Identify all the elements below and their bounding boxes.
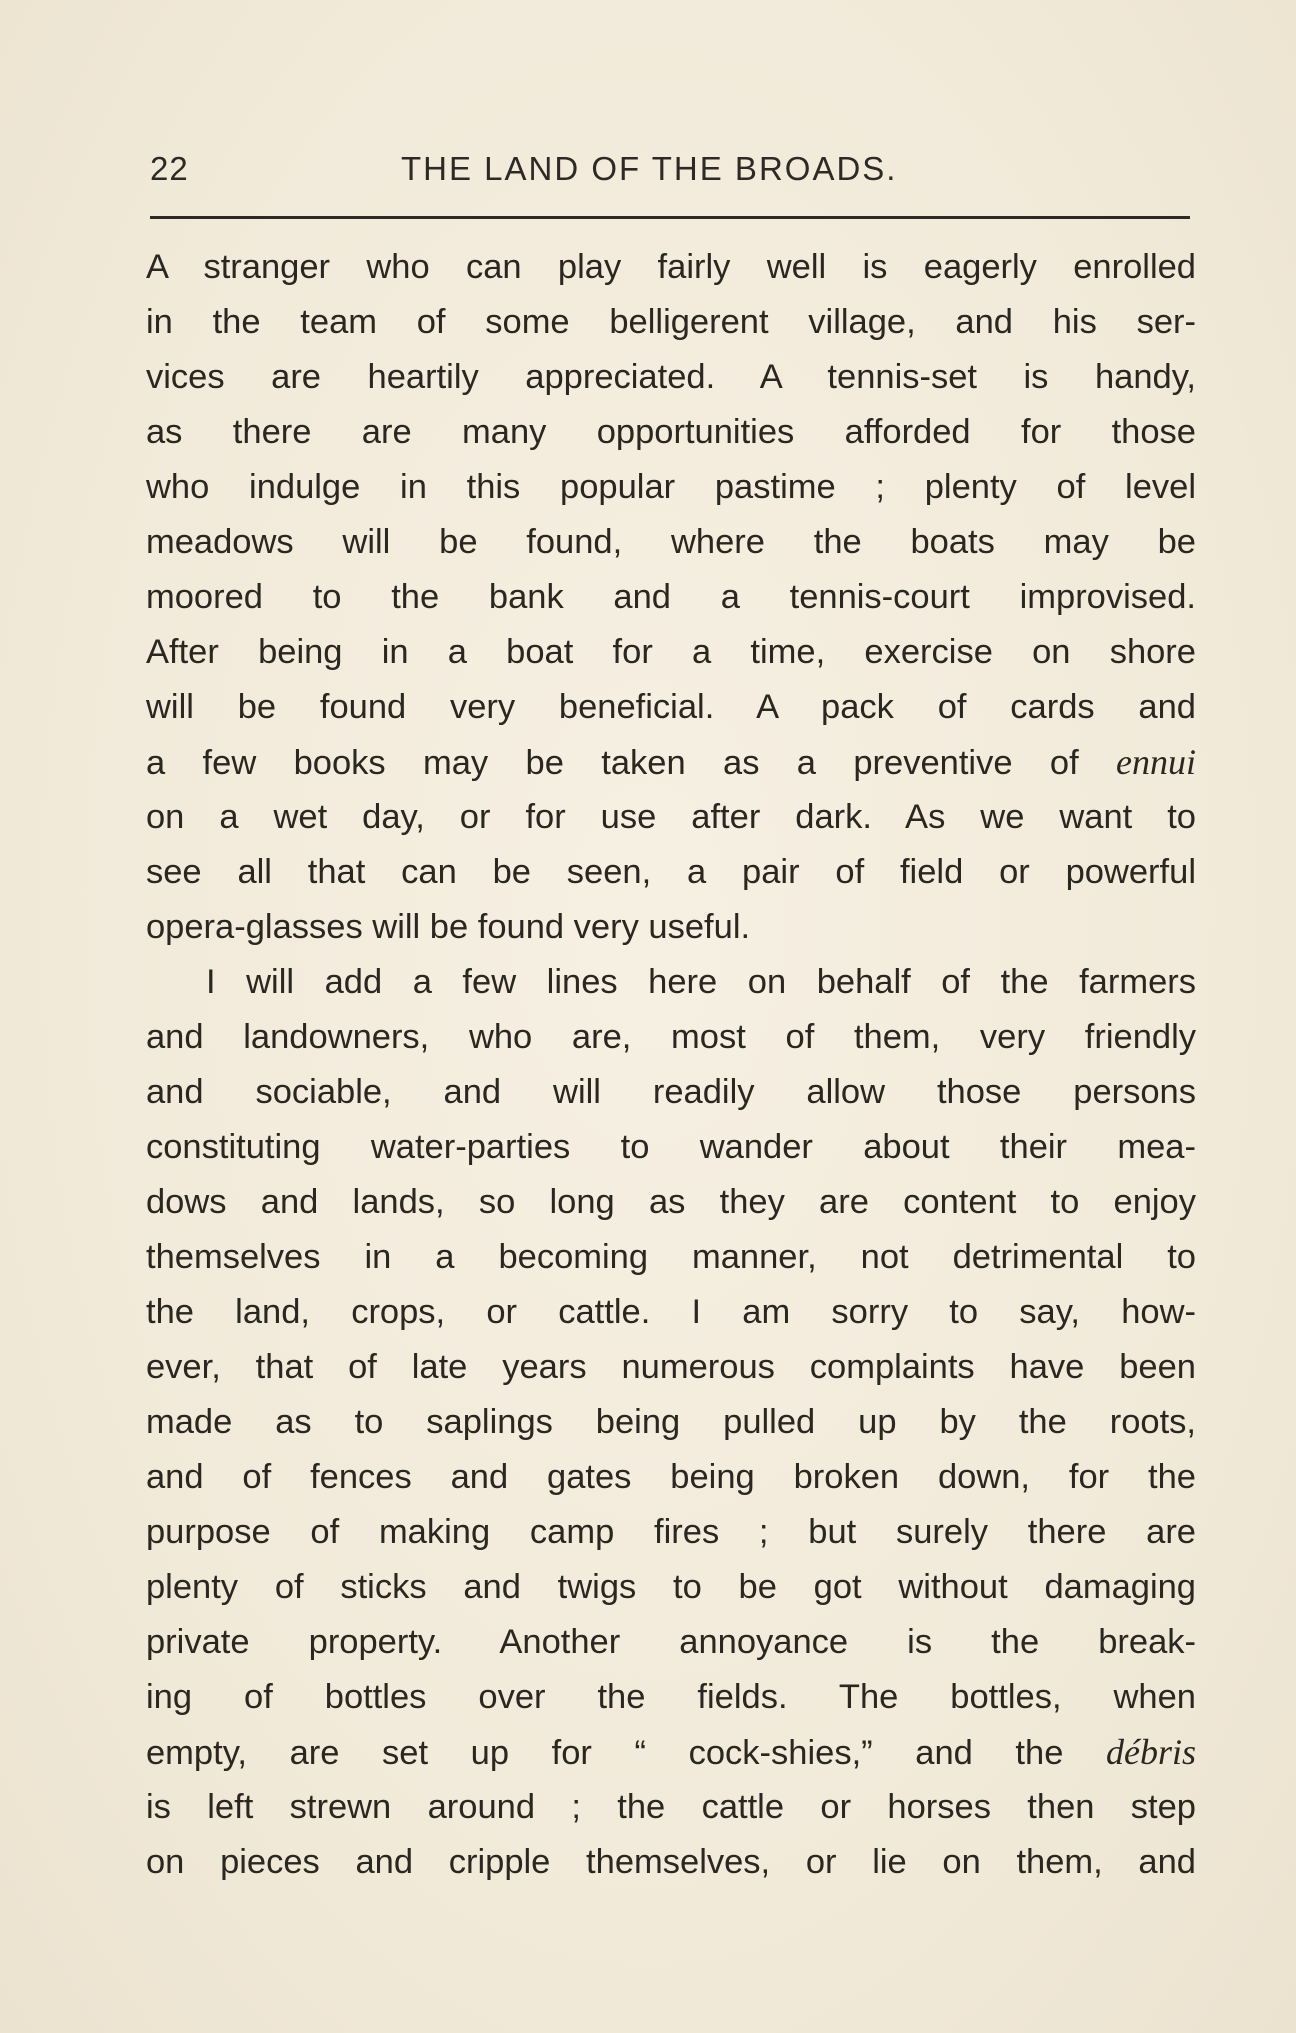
header-rule [150, 216, 1190, 219]
italic-word: ennui [1116, 742, 1196, 782]
text-line: will be found very beneficial. A pack of cards and [146, 688, 1196, 726]
text-line: plenty of sticks and twigs to be got without damaging [146, 1568, 1196, 1606]
text-line: purpose of making camp fires ; but surely there are [146, 1513, 1196, 1551]
text-line: the land, crops, or cattle. I am sorry to say, how- [146, 1293, 1196, 1331]
page-number: 22 [150, 150, 189, 187]
text-line: vices are heartily appreciated. A tennis-set is handy, [146, 358, 1196, 396]
text-line: see all that can be seen, a pair of field or powerful [146, 853, 1196, 891]
running-title: THE LAND OF THE BROADS. [401, 150, 898, 187]
text-line: and sociable, and will readily allow those persons [146, 1073, 1196, 1111]
text-line: ever, that of late years numerous complaints have been [146, 1348, 1196, 1386]
text-segment: a few books may be taken as a preventive of [146, 744, 1117, 782]
text-line [146, 735, 1196, 790]
text-line: meadows will be found, where the boats may be [146, 523, 1196, 561]
text-line: dows and lands, so long as they are content to enjoy [146, 1183, 1196, 1221]
text-line: as there are many opportunities afforded for those [146, 413, 1196, 451]
italic-word: débris [1106, 1732, 1196, 1772]
running-header [150, 150, 1190, 200]
text-line: made as to saplings being pulled up by the roots, [146, 1403, 1196, 1441]
text-line: on a wet day, or for use after dark. As we want to [146, 798, 1196, 836]
text-line: A stranger who can play fairly well is eagerly enrolled [146, 248, 1196, 286]
text-line: themselves in a becoming manner, not detrimental to [146, 1238, 1196, 1276]
text-line: who indulge in this popular pastime ; plenty of level [146, 468, 1196, 506]
text-segment: empty, are set up for “ cock-shies,” and the [146, 1734, 1106, 1772]
text-line: private property. Another annoyance is the break- [146, 1623, 1196, 1661]
text-line: I will add a few lines here on behalf of the farmers [206, 963, 1196, 1001]
text-line: After being in a boat for a time, exercise on shore [146, 633, 1196, 671]
text-line: on pieces and cripple themselves, or lie on them, and [146, 1843, 1196, 1881]
text-line: constituting water-parties to wander about their mea- [146, 1128, 1196, 1166]
text-line: in the team of some belligerent village, and his ser- [146, 303, 1196, 341]
text-line [146, 1725, 1196, 1780]
text-line: is left strewn around ; the cattle or horses then step [146, 1788, 1196, 1826]
text-line: opera-glasses will be found very useful. [146, 908, 751, 946]
body-text [146, 240, 1196, 1890]
text-line: ing of bottles over the fields. The bottles, when [146, 1678, 1196, 1716]
text-line: and of fences and gates being broken down, for the [146, 1458, 1196, 1496]
text-line: moored to the bank and a tennis-court improvised. [146, 578, 1196, 616]
text-line: and landowners, who are, most of them, very friendly [146, 1018, 1196, 1056]
